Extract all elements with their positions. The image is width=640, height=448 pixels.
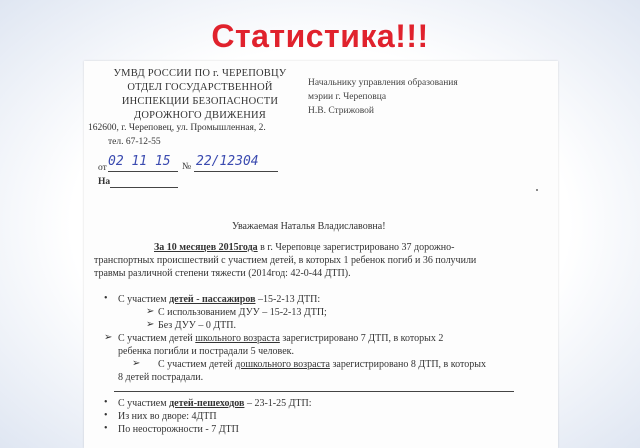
reg-from-underline	[108, 171, 178, 172]
arrow-bullet-icon: ➢	[104, 332, 113, 343]
stat-without-restraint: Без ДУУ – 0 ДТП.	[158, 320, 237, 331]
bullet-dot-icon: •	[104, 423, 108, 434]
reg-number-label: №	[182, 162, 192, 172]
stat-school-line2: ребенка погибли и пострадали 5 человек.	[118, 346, 295, 357]
term-preschool-age: дошкольного возраста	[235, 359, 330, 370]
arrow-bullet-icon: ➢	[132, 358, 141, 369]
reg-from-value: 02 11 15	[108, 154, 171, 169]
stat-school: С участием детей школьного возраста зарегистрировано 7 ДТП, в которых 2	[118, 333, 444, 344]
paragraph-lead: За 10 месяцев 2015года	[154, 242, 258, 253]
stat-pedestrians: С участием детей-пешеходов – 23-1-25 ДТП:	[118, 398, 312, 409]
stat-preschool: С участием детей дошкольного возраста зарегистрировано 8 ДТП, в которых	[158, 359, 486, 370]
term-pedestrians: детей-пешеходов	[169, 398, 245, 409]
separator-line	[114, 391, 514, 392]
sender-org-line3: ИНСПЕКЦИИ БЕЗОПАСНОСТИ	[121, 96, 279, 107]
sender-org-line4: ДОРОЖНОГО ДВИЖЕНИЯ	[134, 110, 266, 121]
scanned-letter	[84, 61, 558, 448]
bullet-dot-icon: •	[104, 397, 108, 408]
reg-from-label: от	[98, 163, 107, 173]
scan-speck	[536, 189, 538, 191]
bullet-dot-icon: •	[104, 293, 108, 304]
paragraph-line2: транспортных происшествий с участием детей, в которых 1 ребенок погиб и 36 получили	[94, 255, 477, 266]
stat-yard: Из них во дворе: 4ДТП	[118, 411, 217, 422]
reg-number-underline	[194, 171, 278, 172]
recipient-line2: мэрии г. Череповца	[308, 92, 387, 102]
paragraph-line3: травмы различной степени тяжести (2014год: 42-0-44 ДТП).	[94, 268, 351, 279]
sender-org-line2: ОТДЕЛ ГОСУДАРСТВЕННОЙ	[127, 82, 273, 93]
sender-address: 162600, г. Череповец, ул. Промышленная, 2.	[88, 123, 266, 133]
recipient-line1: Начальнику управления образования	[308, 78, 458, 88]
sender-org-line1: УМВД РОССИИ ПО г. ЧЕРЕПОВЦУ	[113, 68, 287, 79]
stat-with-restraint: С использованием ДУУ – 15-2-13 ДТП;	[158, 307, 327, 318]
paragraph-line1	[154, 241, 454, 254]
reg-on-underline	[110, 187, 178, 188]
paragraph-line1-rest: в г. Череповце зарегистрировано 37 дорожно-	[257, 242, 455, 253]
stat-preschool-line2: 8 детей пострадали.	[118, 372, 204, 383]
recipient-line3: Н.В. Стрижовой	[308, 106, 374, 116]
sender-phone: тел. 67-12-55	[108, 137, 161, 147]
stat-carelessness: По неосторожности - 7 ДТП	[118, 424, 239, 435]
stat-passengers: С участием детей - пассажиров –15-2-13 ДТП:	[118, 294, 321, 305]
term-passengers: детей - пассажиров	[169, 294, 256, 305]
arrow-bullet-icon: ➢	[146, 319, 155, 330]
slide-title: Статистика!!!	[211, 18, 429, 54]
salutation: Уважаемая Наталья Владиславовна!	[232, 221, 386, 232]
term-school-age: школьного возраста	[195, 333, 280, 344]
reg-on-label: На	[98, 177, 111, 187]
reg-number-value: 22/12304	[196, 154, 259, 169]
bullet-dot-icon: •	[104, 410, 108, 421]
arrow-bullet-icon: ➢	[146, 306, 155, 317]
